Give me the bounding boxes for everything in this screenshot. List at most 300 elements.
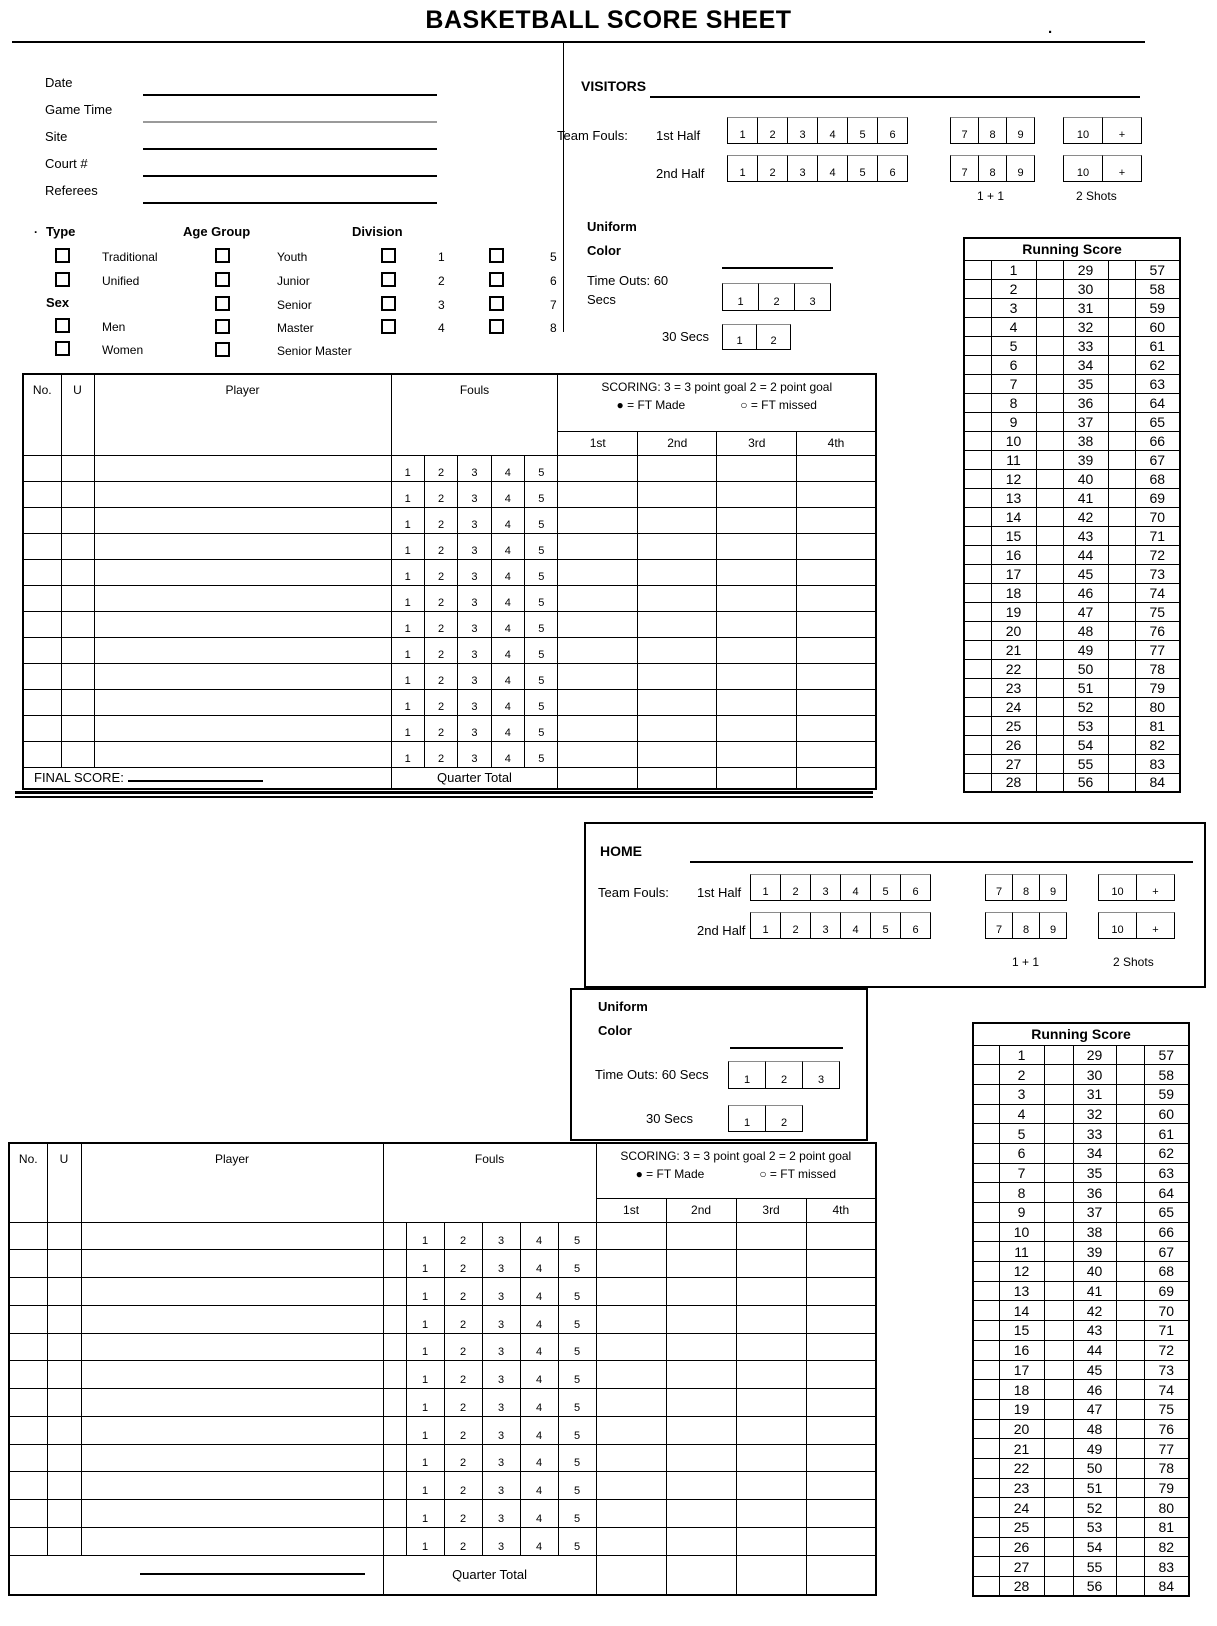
foul-count-cell[interactable]: 2 — [444, 1416, 482, 1444]
quarter-score-cell[interactable] — [717, 585, 797, 611]
quarter-score-cell[interactable] — [558, 559, 638, 585]
score-number-cell[interactable]: 44 — [1073, 1340, 1116, 1360]
home-foul-box-1h[interactable]: 8 — [1012, 874, 1040, 901]
score-mark-cell[interactable] — [1116, 1478, 1144, 1498]
score-number-cell[interactable]: 21 — [999, 1439, 1044, 1459]
score-mark-cell[interactable] — [1116, 1340, 1144, 1360]
score-number-cell[interactable]: 37 — [1063, 412, 1108, 431]
home-foul-box-1h[interactable]: 1 — [750, 874, 781, 901]
score-mark-cell[interactable] — [1108, 431, 1135, 450]
checkbox-master[interactable] — [215, 319, 230, 334]
score-number-cell[interactable]: 26 — [999, 1537, 1044, 1557]
score-number-cell[interactable]: 66 — [1135, 431, 1180, 450]
home-foul-box-2h[interactable]: 1 — [750, 912, 781, 939]
player-no-cell[interactable] — [23, 689, 61, 715]
score-number-cell[interactable]: 31 — [1063, 298, 1108, 317]
home-foul-box-2h[interactable]: 6 — [900, 912, 931, 939]
score-mark-cell[interactable] — [973, 1124, 999, 1144]
player-no-cell[interactable] — [23, 559, 61, 585]
quarter-score-cell[interactable] — [717, 611, 797, 637]
fouls-strip-cell[interactable] — [383, 1222, 406, 1250]
score-number-cell[interactable]: 49 — [1063, 640, 1108, 659]
foul-count-cell[interactable]: 4 — [491, 741, 524, 767]
home-foul-box-2h[interactable]: 10 — [1098, 912, 1137, 939]
foul-count-cell[interactable]: 5 — [525, 585, 558, 611]
score-number-cell[interactable]: 55 — [1073, 1557, 1116, 1577]
score-number-cell[interactable]: 36 — [1063, 393, 1108, 412]
fouls-strip-cell[interactable] — [383, 1250, 406, 1278]
checkbox-division-6[interactable] — [489, 272, 504, 287]
foul-count-cell[interactable]: 3 — [482, 1472, 520, 1500]
score-number-cell[interactable]: 69 — [1144, 1281, 1189, 1301]
foul-count-cell[interactable]: 2 — [444, 1333, 482, 1361]
score-mark-cell[interactable] — [1108, 659, 1135, 678]
foul-count-cell[interactable]: 4 — [520, 1472, 558, 1500]
quarter-score-cell[interactable] — [796, 663, 876, 689]
foul-count-cell[interactable]: 5 — [525, 507, 558, 533]
score-mark-cell[interactable] — [964, 640, 991, 659]
score-mark-cell[interactable] — [973, 1045, 999, 1065]
quarter-score-cell[interactable] — [736, 1333, 806, 1361]
foul-count-cell[interactable]: 4 — [520, 1389, 558, 1417]
foul-count-cell[interactable]: 2 — [424, 715, 457, 741]
player-u-cell[interactable] — [47, 1472, 81, 1500]
score-mark-cell[interactable] — [964, 602, 991, 621]
checkbox-division-4[interactable] — [381, 319, 396, 334]
score-number-cell[interactable]: 16 — [991, 545, 1036, 564]
foul-count-cell[interactable]: 1 — [406, 1527, 444, 1555]
foul-count-cell[interactable]: 1 — [391, 455, 424, 481]
fouls-strip-cell[interactable] — [383, 1527, 406, 1555]
score-number-cell[interactable]: 73 — [1135, 564, 1180, 583]
quarter-score-cell[interactable] — [736, 1250, 806, 1278]
player-name-cell[interactable] — [94, 689, 391, 715]
score-number-cell[interactable]: 74 — [1135, 583, 1180, 602]
score-mark-cell[interactable] — [973, 1458, 999, 1478]
quarter-score-cell[interactable] — [558, 689, 638, 715]
foul-count-cell[interactable]: 2 — [444, 1222, 482, 1250]
quarter-score-cell[interactable] — [717, 507, 797, 533]
foul-count-cell[interactable]: 2 — [424, 611, 457, 637]
score-mark-cell[interactable] — [1116, 1399, 1144, 1419]
quarter-score-cell[interactable] — [717, 637, 797, 663]
quarter-score-cell[interactable] — [666, 1333, 736, 1361]
player-name-cell[interactable] — [94, 533, 391, 559]
quarter-score-cell[interactable] — [806, 1527, 876, 1555]
quarter-total-cell-4th[interactable] — [796, 767, 876, 789]
player-name-cell[interactable] — [81, 1444, 383, 1472]
score-mark-cell[interactable] — [1036, 564, 1063, 583]
score-mark-cell[interactable] — [1108, 602, 1135, 621]
home-team-name-line[interactable] — [690, 861, 1193, 863]
score-number-cell[interactable]: 83 — [1144, 1557, 1189, 1577]
score-mark-cell[interactable] — [973, 1163, 999, 1183]
quarter-score-cell[interactable] — [637, 741, 717, 767]
score-mark-cell[interactable] — [1036, 317, 1063, 336]
foul-count-cell[interactable]: 4 — [491, 455, 524, 481]
score-number-cell[interactable]: 19 — [999, 1399, 1044, 1419]
score-number-cell[interactable]: 13 — [991, 488, 1036, 507]
player-u-cell[interactable] — [61, 481, 94, 507]
foul-count-cell[interactable]: 3 — [458, 663, 491, 689]
quarter-score-cell[interactable] — [666, 1250, 736, 1278]
score-number-cell[interactable]: 4 — [991, 317, 1036, 336]
home-foul-box-1h[interactable]: 3 — [810, 874, 841, 901]
quarter-score-cell[interactable] — [558, 663, 638, 689]
score-mark-cell[interactable] — [1044, 1262, 1073, 1282]
foul-count-cell[interactable]: 5 — [558, 1389, 596, 1417]
score-mark-cell[interactable] — [1044, 1399, 1073, 1419]
checkbox-men[interactable] — [55, 318, 70, 333]
score-mark-cell[interactable] — [1036, 621, 1063, 640]
foul-count-cell[interactable]: 3 — [482, 1250, 520, 1278]
score-number-cell[interactable]: 10 — [999, 1222, 1044, 1242]
score-mark-cell[interactable] — [1108, 697, 1135, 716]
score-number-cell[interactable]: 23 — [991, 678, 1036, 697]
score-number-cell[interactable]: 79 — [1144, 1478, 1189, 1498]
foul-count-cell[interactable]: 3 — [458, 533, 491, 559]
score-number-cell[interactable]: 71 — [1144, 1321, 1189, 1341]
visitors-timeout-60-box[interactable]: 3 — [794, 283, 831, 311]
foul-count-cell[interactable]: 1 — [391, 507, 424, 533]
player-no-cell[interactable] — [23, 455, 61, 481]
score-number-cell[interactable]: 46 — [1063, 583, 1108, 602]
quarter-total-cell-3rd[interactable] — [736, 1555, 806, 1595]
score-number-cell[interactable]: 72 — [1144, 1340, 1189, 1360]
player-no-cell[interactable] — [23, 741, 61, 767]
quarter-score-cell[interactable] — [666, 1500, 736, 1528]
score-number-cell[interactable]: 41 — [1063, 488, 1108, 507]
foul-count-cell[interactable]: 5 — [558, 1416, 596, 1444]
score-number-cell[interactable]: 69 — [1135, 488, 1180, 507]
checkbox-division-8[interactable] — [489, 319, 504, 334]
player-no-cell[interactable] — [9, 1278, 47, 1306]
foul-count-cell[interactable]: 3 — [458, 481, 491, 507]
score-mark-cell[interactable] — [1108, 279, 1135, 298]
score-number-cell[interactable]: 81 — [1135, 716, 1180, 735]
score-number-cell[interactable]: 48 — [1063, 621, 1108, 640]
score-number-cell[interactable]: 3 — [991, 298, 1036, 317]
score-mark-cell[interactable] — [1108, 716, 1135, 735]
quarter-score-cell[interactable] — [596, 1472, 666, 1500]
foul-count-cell[interactable]: 2 — [444, 1305, 482, 1333]
score-number-cell[interactable]: 12 — [999, 1262, 1044, 1282]
foul-count-cell[interactable]: 5 — [525, 533, 558, 559]
foul-count-cell[interactable]: 1 — [391, 637, 424, 663]
score-mark-cell[interactable] — [964, 431, 991, 450]
score-number-cell[interactable]: 84 — [1135, 773, 1180, 792]
foul-count-cell[interactable]: 1 — [406, 1361, 444, 1389]
quarter-score-cell[interactable] — [558, 611, 638, 637]
foul-count-cell[interactable]: 1 — [391, 689, 424, 715]
foul-count-cell[interactable]: 5 — [558, 1527, 596, 1555]
foul-count-cell[interactable]: 5 — [558, 1361, 596, 1389]
foul-count-cell[interactable]: 4 — [520, 1444, 558, 1472]
score-mark-cell[interactable] — [1036, 450, 1063, 469]
score-mark-cell[interactable] — [1116, 1498, 1144, 1518]
score-mark-cell[interactable] — [1036, 659, 1063, 678]
player-u-cell[interactable] — [47, 1500, 81, 1528]
score-number-cell[interactable]: 11 — [999, 1242, 1044, 1262]
quarter-total-cell-2nd[interactable] — [637, 767, 717, 789]
player-u-cell[interactable] — [47, 1444, 81, 1472]
player-no-cell[interactable] — [9, 1250, 47, 1278]
score-number-cell[interactable]: 84 — [1144, 1577, 1189, 1597]
quarter-score-cell[interactable] — [736, 1389, 806, 1417]
score-mark-cell[interactable] — [1116, 1419, 1144, 1439]
score-mark-cell[interactable] — [1116, 1380, 1144, 1400]
score-mark-cell[interactable] — [964, 735, 991, 754]
home-uniform-color-line[interactable] — [730, 1047, 843, 1049]
fouls-strip-cell[interactable] — [383, 1389, 406, 1417]
quarter-score-cell[interactable] — [596, 1500, 666, 1528]
score-number-cell[interactable]: 79 — [1135, 678, 1180, 697]
court-input-line[interactable] — [143, 175, 437, 177]
score-mark-cell[interactable] — [973, 1557, 999, 1577]
foul-count-cell[interactable]: 1 — [406, 1444, 444, 1472]
score-mark-cell[interactable] — [973, 1321, 999, 1341]
foul-count-cell[interactable]: 1 — [406, 1416, 444, 1444]
quarter-score-cell[interactable] — [637, 611, 717, 637]
checkbox-division-2[interactable] — [381, 272, 396, 287]
player-name-cell[interactable] — [94, 715, 391, 741]
score-mark-cell[interactable] — [1044, 1557, 1073, 1577]
score-number-cell[interactable]: 39 — [1073, 1242, 1116, 1262]
quarter-score-cell[interactable] — [666, 1416, 736, 1444]
score-number-cell[interactable]: 15 — [999, 1321, 1044, 1341]
quarter-score-cell[interactable] — [596, 1222, 666, 1250]
player-name-cell[interactable] — [81, 1527, 383, 1555]
score-number-cell[interactable]: 5 — [991, 336, 1036, 355]
score-mark-cell[interactable] — [1036, 374, 1063, 393]
foul-count-cell[interactable]: 3 — [482, 1444, 520, 1472]
home-foul-box-2h[interactable]: 4 — [840, 912, 871, 939]
score-mark-cell[interactable] — [1036, 469, 1063, 488]
score-mark-cell[interactable] — [964, 469, 991, 488]
score-number-cell[interactable]: 3 — [999, 1084, 1044, 1104]
score-number-cell[interactable]: 82 — [1144, 1537, 1189, 1557]
score-number-cell[interactable]: 5 — [999, 1124, 1044, 1144]
home-foul-box-2h[interactable]: 2 — [780, 912, 811, 939]
score-number-cell[interactable]: 31 — [1073, 1084, 1116, 1104]
foul-count-cell[interactable]: 3 — [482, 1333, 520, 1361]
quarter-score-cell[interactable] — [736, 1305, 806, 1333]
quarter-score-cell[interactable] — [717, 689, 797, 715]
score-number-cell[interactable]: 54 — [1063, 735, 1108, 754]
foul-count-cell[interactable]: 5 — [525, 481, 558, 507]
score-mark-cell[interactable] — [964, 488, 991, 507]
foul-count-cell[interactable]: 4 — [491, 663, 524, 689]
score-number-cell[interactable]: 19 — [991, 602, 1036, 621]
quarter-score-cell[interactable] — [806, 1250, 876, 1278]
home-timeout-60-box[interactable]: 3 — [802, 1061, 840, 1089]
score-number-cell[interactable]: 14 — [991, 507, 1036, 526]
score-mark-cell[interactable] — [964, 659, 991, 678]
foul-count-cell[interactable]: 4 — [491, 559, 524, 585]
quarter-score-cell[interactable] — [736, 1416, 806, 1444]
foul-count-cell[interactable]: 5 — [525, 741, 558, 767]
quarter-total-cell-4th[interactable] — [806, 1555, 876, 1595]
score-number-cell[interactable]: 62 — [1135, 355, 1180, 374]
player-no-cell[interactable] — [9, 1361, 47, 1389]
visitors-foul-box-1h[interactable]: 6 — [877, 117, 908, 144]
foul-count-cell[interactable]: 3 — [458, 637, 491, 663]
score-mark-cell[interactable] — [973, 1301, 999, 1321]
home-foul-box-2h[interactable]: 9 — [1039, 912, 1067, 939]
foul-count-cell[interactable]: 5 — [558, 1278, 596, 1306]
player-name-cell[interactable] — [81, 1222, 383, 1250]
player-name-cell[interactable] — [81, 1472, 383, 1500]
score-number-cell[interactable]: 33 — [1063, 336, 1108, 355]
score-mark-cell[interactable] — [1044, 1478, 1073, 1498]
quarter-score-cell[interactable] — [596, 1389, 666, 1417]
quarter-score-cell[interactable] — [558, 455, 638, 481]
score-mark-cell[interactable] — [1044, 1203, 1073, 1223]
visitors-foul-box-1h[interactable]: 5 — [847, 117, 878, 144]
score-mark-cell[interactable] — [964, 716, 991, 735]
foul-count-cell[interactable]: 3 — [482, 1416, 520, 1444]
foul-count-cell[interactable]: 3 — [458, 689, 491, 715]
score-number-cell[interactable]: 40 — [1063, 469, 1108, 488]
foul-count-cell[interactable]: 3 — [482, 1389, 520, 1417]
score-number-cell[interactable]: 46 — [1073, 1380, 1116, 1400]
score-number-cell[interactable]: 78 — [1144, 1458, 1189, 1478]
player-u-cell[interactable] — [61, 533, 94, 559]
score-number-cell[interactable]: 18 — [999, 1380, 1044, 1400]
score-mark-cell[interactable] — [1108, 773, 1135, 792]
quarter-score-cell[interactable] — [717, 533, 797, 559]
visitors-foul-box-1h[interactable]: 9 — [1006, 117, 1035, 144]
player-u-cell[interactable] — [61, 663, 94, 689]
score-mark-cell[interactable] — [964, 317, 991, 336]
score-mark-cell[interactable] — [1044, 1321, 1073, 1341]
score-number-cell[interactable]: 58 — [1135, 279, 1180, 298]
player-u-cell[interactable] — [61, 637, 94, 663]
fouls-strip-cell[interactable] — [383, 1444, 406, 1472]
foul-count-cell[interactable]: 2 — [424, 507, 457, 533]
quarter-score-cell[interactable] — [736, 1472, 806, 1500]
quarter-score-cell[interactable] — [736, 1361, 806, 1389]
foul-count-cell[interactable]: 4 — [520, 1305, 558, 1333]
score-number-cell[interactable]: 16 — [999, 1340, 1044, 1360]
player-u-cell[interactable] — [47, 1416, 81, 1444]
score-number-cell[interactable]: 59 — [1144, 1084, 1189, 1104]
score-number-cell[interactable]: 64 — [1135, 393, 1180, 412]
score-mark-cell[interactable] — [1108, 583, 1135, 602]
score-mark-cell[interactable] — [1036, 355, 1063, 374]
score-mark-cell[interactable] — [1036, 412, 1063, 431]
score-number-cell[interactable]: 78 — [1135, 659, 1180, 678]
score-mark-cell[interactable] — [1108, 640, 1135, 659]
checkbox-senior[interactable] — [215, 296, 230, 311]
checkbox-senior-master[interactable] — [215, 342, 230, 357]
visitors-foul-box-2h[interactable]: 3 — [787, 155, 818, 182]
score-number-cell[interactable]: 30 — [1073, 1065, 1116, 1085]
score-mark-cell[interactable] — [964, 355, 991, 374]
foul-count-cell[interactable]: 2 — [444, 1389, 482, 1417]
score-mark-cell[interactable] — [1036, 526, 1063, 545]
score-mark-cell[interactable] — [1044, 1518, 1073, 1538]
score-number-cell[interactable]: 34 — [1073, 1143, 1116, 1163]
quarter-score-cell[interactable] — [637, 637, 717, 663]
foul-count-cell[interactable]: 4 — [491, 507, 524, 533]
player-name-cell[interactable] — [81, 1278, 383, 1306]
quarter-score-cell[interactable] — [558, 637, 638, 663]
score-number-cell[interactable]: 74 — [1144, 1380, 1189, 1400]
foul-count-cell[interactable]: 2 — [424, 455, 457, 481]
foul-count-cell[interactable]: 1 — [406, 1472, 444, 1500]
score-mark-cell[interactable] — [973, 1439, 999, 1459]
score-number-cell[interactable]: 27 — [999, 1557, 1044, 1577]
foul-count-cell[interactable]: 1 — [406, 1333, 444, 1361]
score-mark-cell[interactable] — [1036, 640, 1063, 659]
score-number-cell[interactable]: 60 — [1135, 317, 1180, 336]
quarter-score-cell[interactable] — [806, 1472, 876, 1500]
quarter-score-cell[interactable] — [637, 481, 717, 507]
score-mark-cell[interactable] — [1044, 1419, 1073, 1439]
final-score-input-line[interactable] — [128, 780, 263, 782]
site-input-line[interactable] — [143, 148, 437, 150]
score-number-cell[interactable]: 43 — [1073, 1321, 1116, 1341]
visitors-foul-box-1h[interactable]: + — [1102, 117, 1142, 144]
player-name-cell[interactable] — [81, 1389, 383, 1417]
score-number-cell[interactable]: 40 — [1073, 1262, 1116, 1282]
quarter-score-cell[interactable] — [806, 1416, 876, 1444]
player-name-cell[interactable] — [81, 1500, 383, 1528]
visitors-foul-box-1h[interactable]: 4 — [817, 117, 848, 144]
score-mark-cell[interactable] — [964, 279, 991, 298]
foul-count-cell[interactable]: 5 — [558, 1444, 596, 1472]
score-mark-cell[interactable] — [964, 298, 991, 317]
score-mark-cell[interactable] — [1108, 469, 1135, 488]
score-number-cell[interactable]: 9 — [999, 1203, 1044, 1223]
score-number-cell[interactable]: 7 — [991, 374, 1036, 393]
score-mark-cell[interactable] — [1116, 1084, 1144, 1104]
score-number-cell[interactable]: 32 — [1063, 317, 1108, 336]
foul-count-cell[interactable]: 2 — [444, 1278, 482, 1306]
visitors-timeout-30-box[interactable]: 1 — [722, 324, 757, 350]
quarter-total-cell-1st[interactable] — [596, 1555, 666, 1595]
score-mark-cell[interactable] — [1036, 336, 1063, 355]
player-no-cell[interactable] — [23, 533, 61, 559]
foul-count-cell[interactable]: 4 — [520, 1416, 558, 1444]
home-foul-box-1h[interactable]: 7 — [985, 874, 1013, 901]
visitors-foul-box-1h[interactable]: 3 — [787, 117, 818, 144]
checkbox-division-5[interactable] — [489, 248, 504, 263]
score-mark-cell[interactable] — [964, 564, 991, 583]
fouls-strip-cell[interactable] — [383, 1472, 406, 1500]
foul-count-cell[interactable]: 2 — [424, 741, 457, 767]
foul-count-cell[interactable]: 4 — [520, 1361, 558, 1389]
home-foul-box-1h[interactable]: + — [1136, 874, 1175, 901]
quarter-score-cell[interactable] — [806, 1500, 876, 1528]
visitors-foul-box-1h[interactable]: 10 — [1063, 117, 1103, 144]
quarter-score-cell[interactable] — [637, 507, 717, 533]
score-mark-cell[interactable] — [1036, 678, 1063, 697]
score-number-cell[interactable]: 68 — [1144, 1262, 1189, 1282]
player-name-cell[interactable] — [94, 741, 391, 767]
score-mark-cell[interactable] — [973, 1065, 999, 1085]
score-mark-cell[interactable] — [973, 1104, 999, 1124]
score-number-cell[interactable]: 77 — [1144, 1439, 1189, 1459]
player-no-cell[interactable] — [23, 637, 61, 663]
score-mark-cell[interactable] — [973, 1281, 999, 1301]
foul-count-cell[interactable]: 3 — [458, 611, 491, 637]
quarter-score-cell[interactable] — [806, 1305, 876, 1333]
home-timeout-60-box[interactable]: 1 — [728, 1061, 766, 1089]
foul-count-cell[interactable]: 1 — [406, 1250, 444, 1278]
foul-count-cell[interactable]: 3 — [458, 559, 491, 585]
